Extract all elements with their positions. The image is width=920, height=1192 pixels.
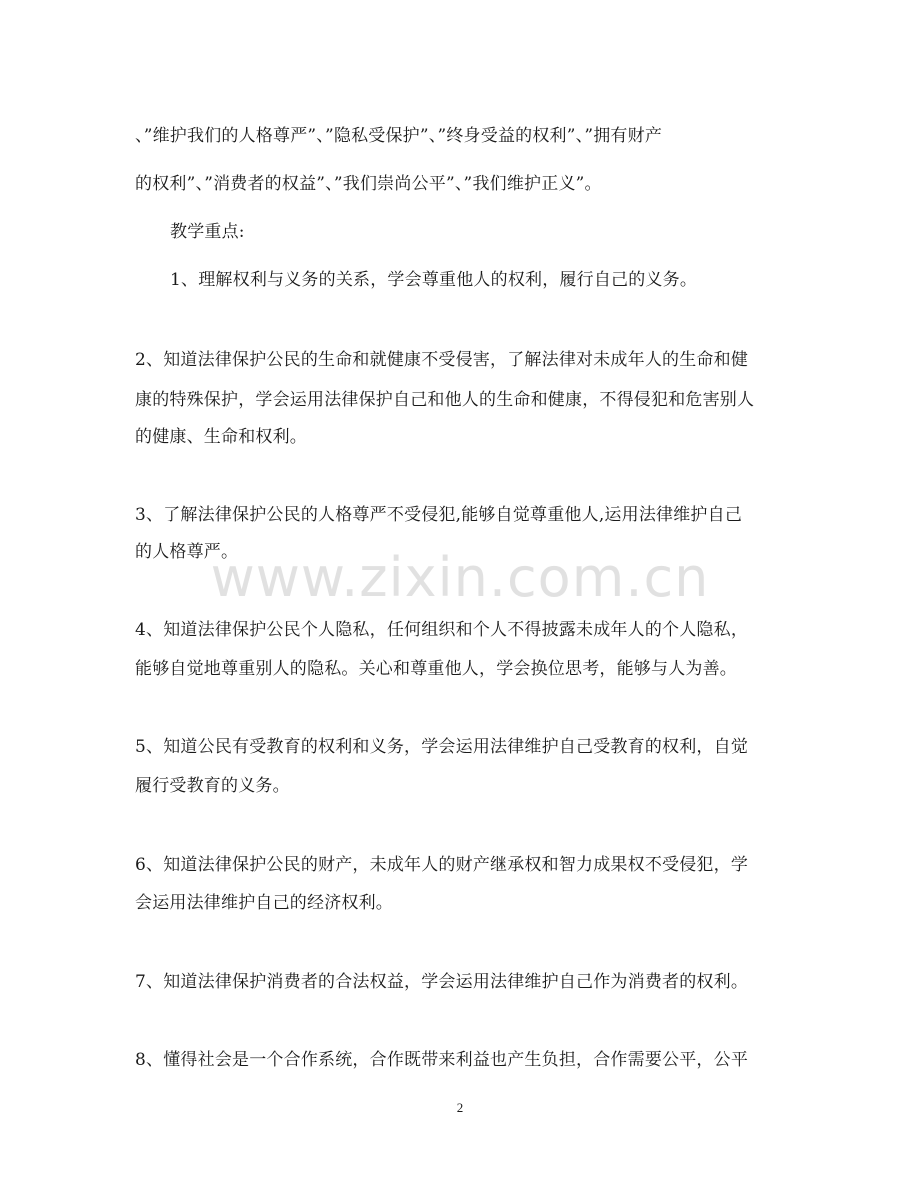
- page-number: 2: [456, 1100, 464, 1115]
- text-line: 履行受教育的义务。: [135, 776, 290, 796]
- list-item: 7、知道法律保护消费者的合法权益，学会运用法律维护自己作为消费者的权利。: [135, 972, 749, 992]
- text-line: 康的特殊保护，学会运用法律保护自己和他人的生命和健康，不得侵犯和危害别人: [135, 390, 755, 410]
- text-line: 的权利”、”消费者的权益”、”我们崇尚公平”、”我们维护正义”。: [135, 174, 602, 194]
- text-line: 的健康、生命和权利。: [135, 427, 307, 447]
- list-item: 5、知道公民有受教育的权利和义务，学会运用法律维护自己受教育的权利，自觉: [135, 737, 749, 757]
- text-line: 、”维护我们的人格尊严”、”隐私受保护”、”终身受益的权利”、”拥有财产: [135, 126, 663, 146]
- list-item: 6、知道法律保护公民的财产，未成年人的财产继承权和智力成果权不受侵犯，学: [135, 855, 749, 875]
- text-line: 的人格尊严。: [135, 542, 239, 562]
- text-line: 会运用法律维护自己的经济权利。: [135, 893, 393, 913]
- list-item: 3、了解法律保护公民的人格尊严不受侵犯,能够自觉尊重他人,运用法律维护自己: [135, 505, 743, 525]
- watermark: www.zixin.com.cn: [210, 546, 710, 609]
- text-line: 能够自觉地尊重别人的隐私。关心和尊重他人，学会换位思考，能够与人为善。: [135, 659, 737, 679]
- list-item: 4、知道法律保护公民个人隐私，任何组织和个人不得披露未成年人的个人隐私，: [135, 620, 749, 640]
- list-item: 8、懂得社会是一个合作系统，合作既带来利益也产生负担，合作需要公平，公平: [135, 1050, 749, 1070]
- section-heading: 教学重点:: [170, 222, 245, 242]
- list-item: 2、知道法律保护公民的生命和就健康不受侵害，了解法律对未成年人的生命和健: [135, 350, 749, 370]
- list-item: 1、理解权利与义务的关系，学会尊重他人的权利，履行自己的义务。: [170, 270, 698, 290]
